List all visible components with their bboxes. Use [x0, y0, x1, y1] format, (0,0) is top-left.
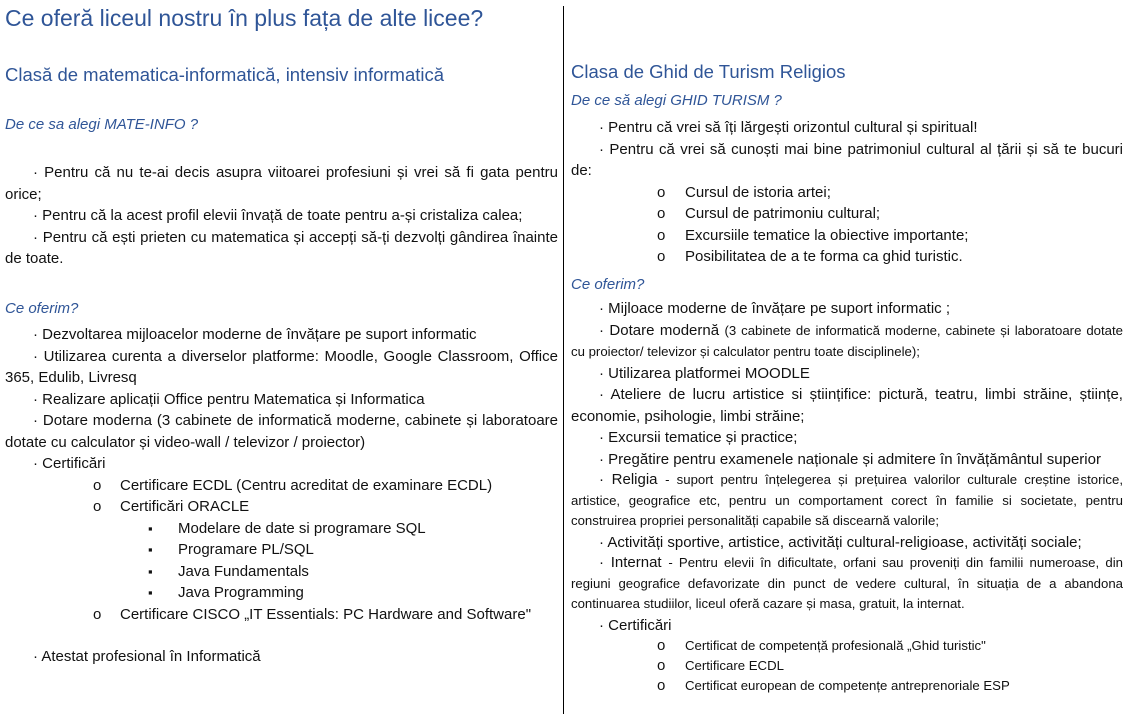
right-heading: Clasa de Ghid de Turism Religios	[571, 61, 846, 82]
enjoy-list	[571, 182, 1123, 268]
offer-9-detail: - Pentru elevii în dificultate, orfani sau proveniți din familii numeroase, din regiuni geografice defavorizate din punct de vedere cultural, în situația de a abandona continuarea studiilor, liceul oferă cazare și masa, gratuit, la internat.	[571, 555, 1123, 611]
left-why-title: De ce sa alegi MATE-INFO ?	[5, 115, 199, 133]
right-why-item: · Pentru că vrei să cunoști mai bine patrimoniul cultural al țării și să te bucuri de:	[571, 139, 1123, 182]
offer-2-main: Dotare modernă	[609, 321, 720, 339]
left-offer-item: · Dezvoltarea mijloacelor moderne de învățare pe suport informatic	[5, 324, 558, 346]
offer-9-main: Internat	[610, 554, 662, 571]
offer-7-main: Religia	[611, 471, 658, 488]
left-why-item: · Pentru că la acest profil elevii învață de toate pentru a-și cristaliza calea;	[5, 205, 558, 227]
right-cert-list	[571, 636, 1123, 696]
left-offer-item: · Certificări	[5, 453, 558, 475]
left-column	[5, 64, 558, 668]
oracle-item: ▪ Programare PL/SQL	[5, 539, 558, 561]
right-offer-item: · Mijloace moderne de învățare pe suport informatic ;	[571, 298, 1123, 320]
right-offer-item: · Certificări	[571, 615, 1123, 637]
left-why-item: · Pentru că ești prieten cu matematica și accepți să-ți dezvolți gândirea înainte de toate.	[5, 227, 558, 270]
offer-2-detail: (3 cabinete de informatică moderne, cabinete și laboratoare dotate cu proiector/ televizor și calculator pentru toate disciplinele);	[571, 322, 1123, 359]
left-why-item: · Pentru că nu te-ai decis asupra viitoarei profesiuni și vrei să fi gata pentru orice;	[5, 162, 558, 205]
enjoy-item: o Cursul de patrimoniu cultural;	[571, 203, 1123, 225]
oracle-list	[5, 518, 558, 604]
right-offer-item	[571, 320, 1123, 363]
column-divider	[563, 6, 564, 714]
right-offer-item: · Ateliere de lucru artistice si științifice: pictură, teatru, limbi străine, științe, economie, psihologie, limbi străine;	[571, 384, 1123, 427]
left-cert-list	[5, 475, 558, 518]
enjoy-item: o Excursiile tematice la obiective importante;	[571, 225, 1123, 247]
right-offer-item	[571, 553, 1123, 615]
cert-cisco: o Certificare CISCO „IT Essentials: PC Hardware and Software"	[5, 604, 558, 626]
left-cert-list-2	[5, 604, 558, 626]
left-offer-item: · Utilizarea curenta a diverselor platforme: Moodle, Google Classroom, Office 365, Edulib, Livresq	[5, 346, 558, 389]
cert-ecdl: o Certificare ECDL (Centru acreditat de examinare ECDL)	[5, 475, 558, 497]
left-attestation: · Atestat profesional în Informatică	[5, 646, 558, 668]
page-title: Ce oferă liceul nostru în plus fața de alte licee?	[5, 5, 484, 31]
offer-7-detail: - suport pentru înțelegerea și prețuirea valorilor culturale creștine istorice, artistice, geografice etc, pentru un comportament corect în familie si societate, pentru construirea propriei personalități capabile să discearnă valorile;	[571, 472, 1123, 528]
right-offer-item: · Pregătire pentru examenele naționale și admitere în învățământul superior	[571, 449, 1123, 471]
right-offer-item: · Excursii tematice și practice;	[571, 427, 1123, 449]
enjoy-item: o Cursul de istoria artei;	[571, 182, 1123, 204]
right-column	[571, 61, 1123, 696]
right-why-item: · Pentru că vrei să îți lărgești orizontul cultural și spiritual!	[571, 117, 1123, 139]
left-offer-item: · Realizare aplicații Office pentru Matematica și Informatica	[5, 389, 558, 411]
right-why-title: De ce să alegi GHID TURISM ?	[571, 91, 782, 109]
left-offer-item: · Dotare moderna (3 cabinete de informatică moderne, cabinete și laboratoare dotate cu calculator și video-wall / televizor / proiector)	[5, 410, 558, 453]
right-cert-item: o Certificare ECDL	[571, 656, 1123, 676]
oracle-item: ▪ Java Programming	[5, 582, 558, 604]
oracle-item: ▪ Java Fundamentals	[5, 561, 558, 583]
right-offer-item	[571, 470, 1123, 532]
cert-oracle: o Certificări ORACLE	[5, 496, 558, 518]
right-cert-item: o Certificat de competență profesională „Ghid turistic"	[571, 636, 1123, 656]
left-heading: Clasă de matematica-informatică, intensiv informatică	[5, 64, 445, 85]
enjoy-item: o Posibilitatea de a te forma ca ghid turistic.	[571, 246, 1123, 268]
right-offer-title: Ce oferim?	[571, 275, 645, 293]
right-offer-item: · Utilizarea platformei MOODLE	[571, 363, 1123, 385]
right-offer-item: · Activități sportive, artistice, activități cultural-religioase, activități sociale;	[571, 532, 1123, 554]
left-offer-title: Ce oferim?	[5, 299, 79, 317]
oracle-item: ▪ Modelare de date si programare SQL	[5, 518, 558, 540]
right-cert-item: o Certificat european de competențe antreprenoriale ESP	[571, 676, 1123, 696]
